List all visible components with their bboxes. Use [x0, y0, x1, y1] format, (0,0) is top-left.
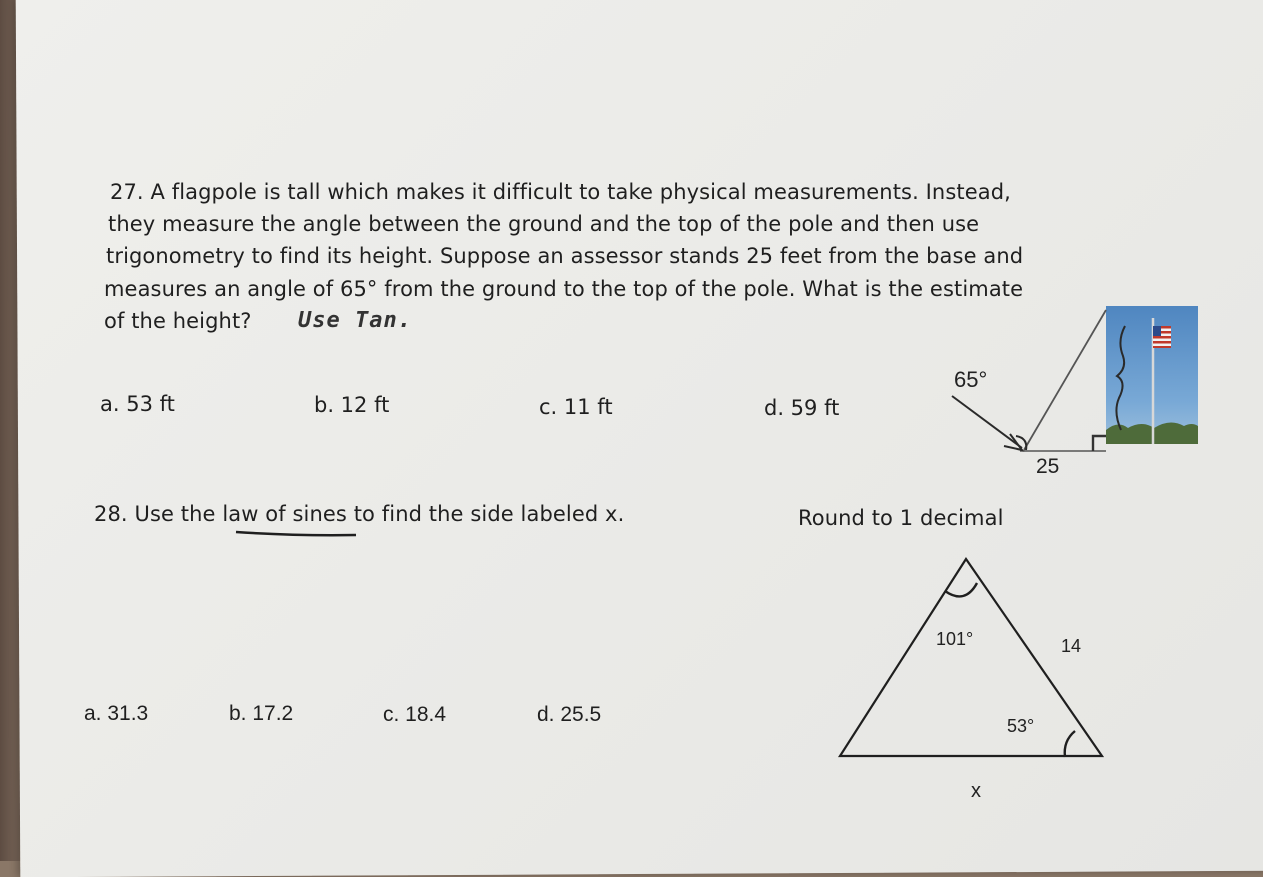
angle-101-label: 101°: [936, 629, 974, 649]
q28-choice-c[interactable]: c. 18.4: [383, 703, 447, 726]
side-14-label: 14: [1061, 636, 1082, 656]
q27-line-1: 27. A flagpole is tall which makes it difficult to take physical measurements. Instead,: [110, 180, 1011, 204]
q28-choice-b[interactable]: b. 17.2: [229, 702, 294, 725]
q28-choice-d[interactable]: d. 25.5: [537, 703, 602, 726]
handwritten-note: Use Tan.: [298, 308, 412, 333]
q27-choice-d[interactable]: d. 59 ft: [764, 396, 840, 420]
q27-line-5: of the height?: [104, 309, 252, 333]
q28-choice-a[interactable]: a. 31.3: [84, 702, 149, 725]
q27-line-3: trigonometry to find its height. Suppose an assessor stands 25 feet from the base and: [106, 244, 1024, 268]
q27-choice-a[interactable]: a. 53 ft: [100, 392, 175, 416]
sines-triangle: [840, 559, 1102, 757]
q28-prompt: 28. Use the law of sines to find the side labeled x.: [94, 502, 625, 526]
q27-line-2: they measure the angle between the ground and the top of the pole and then use: [108, 212, 980, 236]
underline-mark: [236, 532, 356, 535]
side-x-label: x: [971, 780, 981, 802]
base-25-label: 25: [1036, 455, 1060, 478]
q27-choice-b[interactable]: b. 12 ft: [314, 393, 390, 417]
angle-53-label: 53°: [1007, 716, 1035, 736]
q28-instruction: Round to 1 decimal: [798, 506, 1004, 530]
q27-choice-c[interactable]: c. 11 ft: [539, 395, 613, 419]
q27-line-4: measures an angle of 65° from the ground to the top of the pole. What is the estimate: [104, 277, 1024, 301]
angle-65-label: 65°: [954, 367, 988, 392]
